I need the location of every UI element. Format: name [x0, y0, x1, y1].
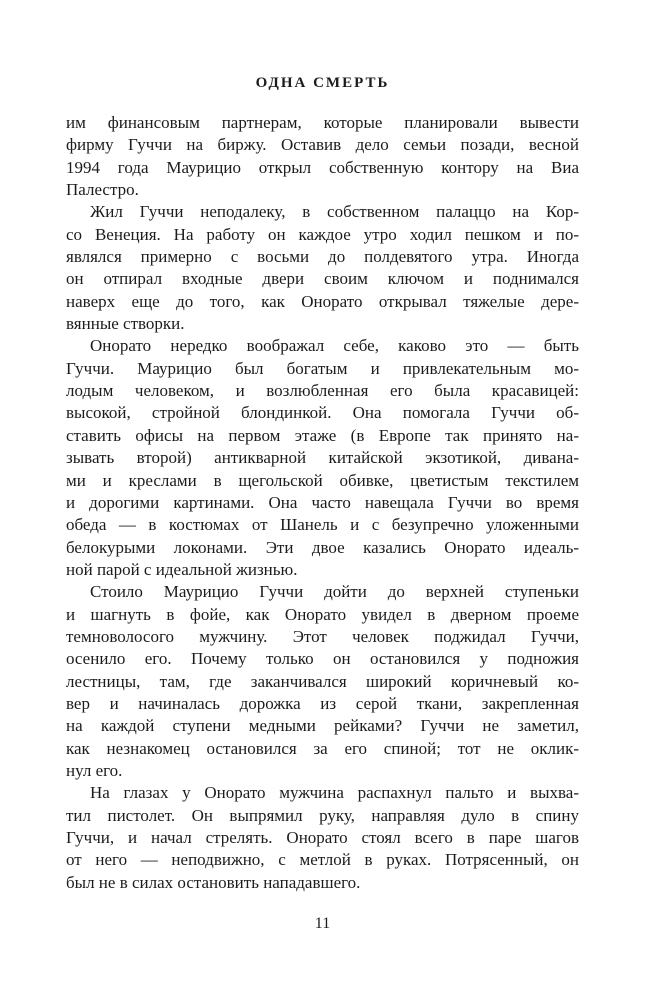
- text-line: Стоило Маурицио Гуччи дойти до верхней ступеньки: [90, 582, 579, 602]
- paragraph: [66, 112, 579, 201]
- text-line: осенило его. Почему только он остановился у подножия: [66, 649, 579, 669]
- text-line: наверх еще до того, как Онорато открывал тяжелые дере-: [66, 291, 579, 311]
- page-number: 11: [314, 915, 331, 932]
- text-line: со Венеция. На работу он каждое утро ходил пешком и по-: [66, 224, 579, 244]
- text-line: вянные створки.: [66, 314, 185, 334]
- text-line: ставить офисы на первом этаже (в Европе так принято на-: [66, 425, 579, 445]
- text-line: зывать второй) антикварной китайской экзотикой, дивана-: [66, 448, 579, 468]
- text-line: как незнакомец остановился за его спиной; тот не оклик-: [66, 738, 579, 758]
- text-line: обеда — в костюмах от Шанель и с безупречно уложенными: [66, 515, 579, 535]
- text-line: им финансовым партнерам, которые планировали вывести: [66, 113, 579, 132]
- text-line: вер и начиналась дорожка из серой ткани, закрепленная: [66, 693, 579, 713]
- text-line: фирму Гуччи на биржу. Оставив дело семьи позади, весной: [66, 135, 579, 155]
- text-line: лодым человеком, и возлюбленная его была красавицей:: [66, 381, 579, 401]
- paragraph: [66, 581, 579, 782]
- text-line: лестницы, там, где заканчивался широкий коричневый ко-: [66, 671, 579, 691]
- running-head: ОДНА СМЕРТЬ: [255, 75, 390, 91]
- paragraph: [66, 201, 579, 335]
- text-line: высокой, стройной блондинкой. Она помогала Гуччи об-: [66, 403, 579, 423]
- body-text: [66, 112, 579, 894]
- text-line: и дорогими картинами. Она часто навещала Гуччи во время: [66, 492, 579, 512]
- text-line: был не в силах остановить нападавшего.: [66, 872, 361, 892]
- text-line: от него — неподвижно, с метлой в руках. Потрясенный, он: [66, 850, 579, 870]
- text-line: Онорато нередко воображал себе, каково это — быть: [90, 336, 579, 356]
- text-line: Гуччи, и начал стрелять. Онорато стоял всего в паре шагов: [66, 828, 579, 847]
- paragraph: [66, 782, 579, 894]
- text-line: 1994 года Маурицио открыл собственную контору на Виа: [66, 157, 579, 177]
- text-line: и шагнуть в фойе, как Онорато увидел в дверном проеме: [66, 604, 579, 624]
- text-line: на каждой ступени медными рейками? Гуччи не заметил,: [66, 716, 579, 736]
- text-line: На глазах у Онорато мужчина распахнул пальто и выхва-: [90, 783, 579, 803]
- paragraph: [66, 335, 579, 581]
- text-line: он отпирал входные двери своим ключом и поднимался: [66, 269, 579, 289]
- text-line: Палестро.: [66, 180, 139, 200]
- text-line: Жил Гуччи неподалеку, в собственном палаццо на Кор-: [90, 202, 579, 222]
- text-line: темноволосого мужчину. Этот человек поджидал Гуччи,: [66, 626, 579, 646]
- text-line: белокурыми локонами. Эти двое казались Онорато идеаль-: [66, 537, 579, 557]
- text-line: ной парой с идеальной жизнью.: [66, 559, 298, 579]
- text-line: являлся примерно с восьми до полдевятого утра. Иногда: [66, 247, 579, 267]
- text-line: Гуччи. Маурицио был богатым и привлекательным мо-: [66, 358, 579, 378]
- text-line: нул его.: [66, 760, 123, 780]
- text-line: ми и креслами в щегольской обивке, цветистым текстилем: [66, 470, 579, 490]
- text-line: тил пистолет. Он выпрямил руку, направляя дуло в спину: [66, 805, 579, 825]
